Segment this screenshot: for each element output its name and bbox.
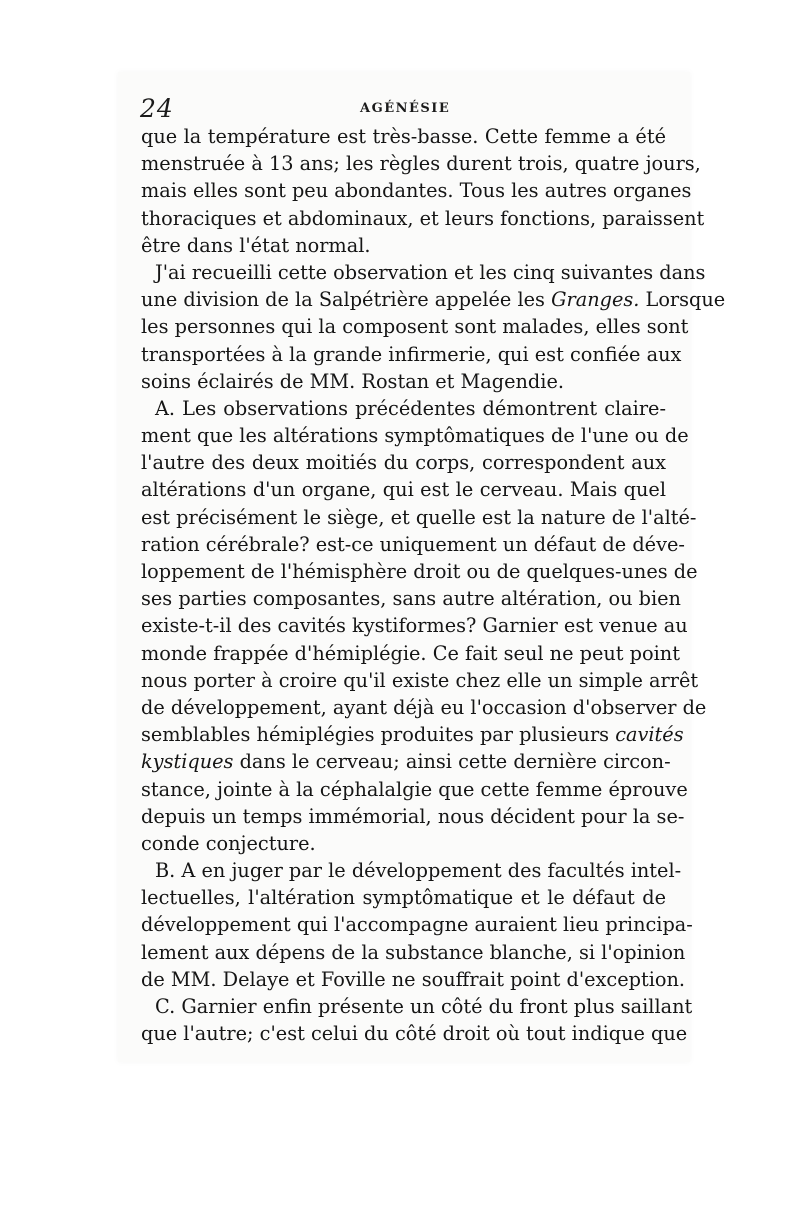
text-line: est précisément le siège, et quelle est la nature de l'alté-	[141, 505, 697, 529]
text-line: loppement de l'hémisphère droit ou de quelques-unes de	[141, 560, 698, 583]
text-line: transportées à la grande infirmerie, qui est confiée aux	[141, 342, 682, 366]
text-line: de MM. Delaye et Foville ne souffrait point d'exception.	[141, 967, 686, 991]
text-line: ment que les altérations symptômatiques de l'une ou de	[141, 424, 689, 448]
text-line	[141, 748, 671, 775]
text-line: monde frappée d'hémiplégie. Ce fait seul ne peut point	[141, 641, 680, 665]
text-line: existe-t-il des cavités kystiformes? Garnier est venue au	[141, 614, 688, 638]
line-part: dans le cerveau; ainsi cette dernière circon-	[233, 750, 671, 774]
text-line: être dans l'état normal.	[141, 233, 371, 257]
text-line: depuis un temps immémorial, nous décident pour la se-	[141, 804, 685, 828]
text-line: ses parties composantes, sans autre altération, ou bien	[141, 587, 681, 611]
text-line	[141, 721, 684, 748]
text-line: lement aux dépens de la substance blanche, si l'opinion	[141, 940, 686, 964]
text-line: B. A en juger par le développement des facultés intel-	[155, 859, 682, 883]
running-head: AGÉNÉSIE	[360, 101, 451, 116]
text-line: ration cérébrale? est-ce uniquement un défaut de déve-	[141, 532, 685, 556]
italic-term-cavites: cavités	[615, 723, 684, 747]
text-line: altérations d'un organe, qui est le cerveau. Mais quel	[141, 478, 666, 502]
text-line: conde conjecture.	[141, 831, 316, 855]
text-line: l'autre des deux moitiés du corps, correspondent aux	[141, 451, 666, 475]
text-line: développement qui l'accompagne auraient lieu principa-	[141, 913, 693, 937]
italic-term-granges: Granges.	[551, 288, 640, 312]
text-line	[141, 286, 726, 313]
text-line: J'ai recueilli cette observation et les cinq suivantes dans	[155, 260, 706, 284]
line-part: semblables hémiplégies produites par plusieurs	[141, 723, 616, 747]
text-line: C. Garnier enfin présente un côté du front plus saillant	[155, 995, 693, 1018]
line-part: une division de la Salpétrière appelée les	[141, 288, 552, 312]
body-text	[141, 123, 726, 1047]
text-line: menstruée à 13 ans; les règles durent trois, quatre jours,	[141, 152, 701, 176]
page-header	[140, 94, 668, 124]
text-line: que la température est très-basse. Cette femme a été	[141, 125, 666, 148]
text-line: lectuelles, l'altération symptômatique et le défaut de	[141, 886, 666, 910]
text-line: les personnes qui la composent sont malades, elles sont	[141, 315, 689, 339]
text-line: que l'autre; c'est celui du côté droit où tout indique que	[141, 1022, 688, 1046]
text-line: mais elles sont peu abondantes. Tous les autres organes	[141, 179, 692, 203]
text-line: A. Les observations précédentes démontrent claire-	[155, 396, 666, 420]
text-line: de développement, ayant déjà eu l'occasion d'observer de	[141, 695, 707, 719]
text-line: soins éclairés de MM. Rostan et Magendie.	[141, 369, 564, 393]
italic-term-kystiques: kystiques	[141, 750, 234, 774]
text-line: stance, jointe à la céphalalgie que cette femme éprouve	[141, 777, 688, 801]
line-part: Lorsque	[639, 288, 726, 312]
text-line: thoraciques et abdominaux, et leurs fonctions, paraissent	[141, 206, 705, 230]
page-number: 24	[140, 94, 174, 123]
text-line: nous porter à croire qu'il existe chez elle un simple arrêt	[141, 668, 699, 692]
